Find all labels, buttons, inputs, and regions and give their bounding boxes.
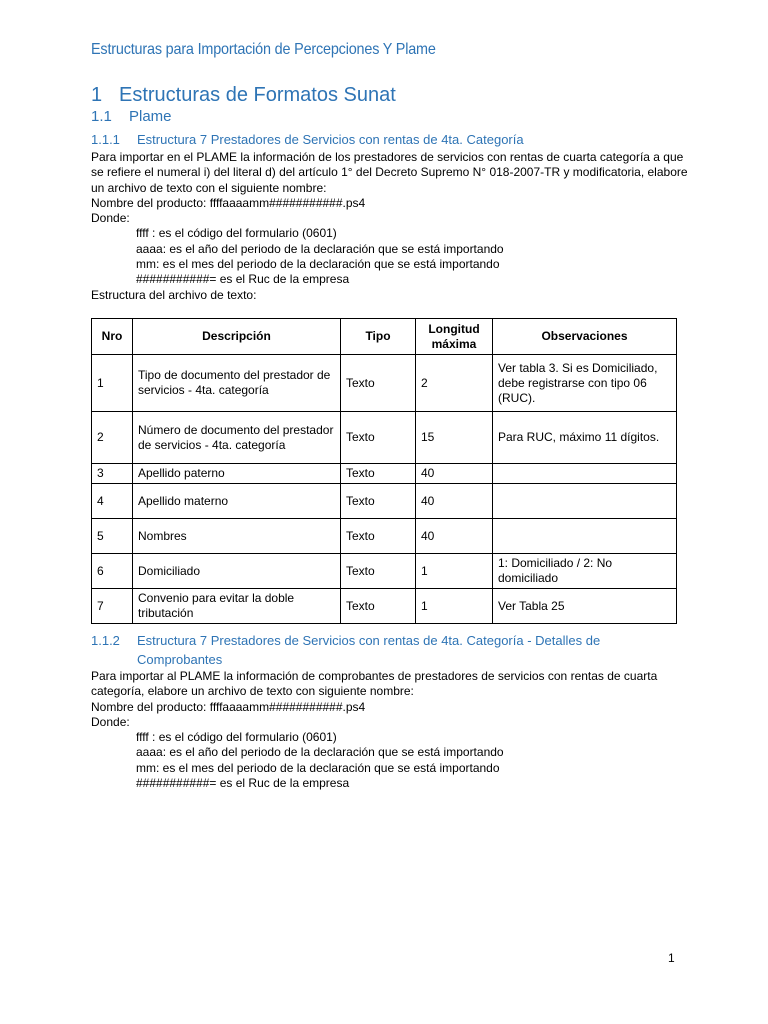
cell-nro: 5 <box>92 519 133 554</box>
cell-tipo: Texto <box>341 355 416 412</box>
cell-descripcion: Apellido materno <box>133 484 341 519</box>
cell-descripcion: Apellido paterno <box>133 464 341 484</box>
cell-descripcion: Domiciliado <box>133 554 341 589</box>
table-row <box>92 589 677 624</box>
section-1-1-1-heading <box>91 130 524 149</box>
section-1-1-1-title: Estructura 7 Prestadores de Servicios con rentas de 4ta. Categoría <box>137 132 524 147</box>
cell-tipo: Texto <box>341 484 416 519</box>
section-1-1-heading <box>91 108 172 125</box>
paragraph-line: categoría, elabore un archivo de texto con siguiente nombre: <box>91 684 414 699</box>
column-header: Tipo <box>341 319 416 355</box>
section-1-1-2-heading <box>91 631 600 669</box>
paragraph-line: Para importar al PLAME la información de comprobantes de prestadores de servicios con rentas de cuarta <box>91 669 658 683</box>
paragraph-line: Para importar en el PLAME la información de los prestadores de servicios con rentas de cuarta categoría a que <box>91 150 684 164</box>
definition-item: mm: es el mes del periodo de la declaración que se está importando <box>136 257 500 272</box>
cell-tipo: Texto <box>341 554 416 589</box>
cell-observaciones <box>493 464 677 484</box>
section-1-heading <box>91 84 396 107</box>
cell-tipo: Texto <box>341 589 416 624</box>
column-header: Descripción <box>133 319 341 355</box>
cell-descripcion: Convenio para evitar la doble tributación <box>133 589 341 624</box>
section-1-1-1-number: 1.1.1 <box>91 132 120 147</box>
structure-table <box>91 318 677 624</box>
definition-item: ###########= es el Ruc de la empresa <box>136 776 350 791</box>
cell-nro: 4 <box>92 484 133 519</box>
section-1-1-2-title-continued: Comprobantes <box>137 652 223 667</box>
section-1-1-title: Plame <box>129 108 172 125</box>
page-number: 1 <box>668 951 675 965</box>
definition-item: ffff : es el código del formulario (0601) <box>136 226 337 241</box>
cell-nro: 7 <box>92 589 133 624</box>
table-row <box>92 554 677 589</box>
cell-descripcion: Tipo de documento del prestador de servicios - 4ta. categoría <box>133 355 341 412</box>
cell-longitud: 1 <box>416 589 493 624</box>
definition-item: aaaa: es el año del periodo de la declaración que se está importando <box>136 241 504 256</box>
cell-observaciones: Ver Tabla 25 <box>493 589 677 624</box>
cell-nro: 6 <box>92 554 133 589</box>
cell-observaciones <box>493 484 677 519</box>
structure-label: Estructura del archivo de texto: <box>91 287 257 302</box>
cell-descripcion: Nombres <box>133 519 341 554</box>
cell-longitud: 40 <box>416 464 493 484</box>
cell-tipo: Texto <box>341 412 416 464</box>
cell-nro: 1 <box>92 355 133 412</box>
cell-nro: 2 <box>92 412 133 464</box>
table-header-row <box>92 319 677 355</box>
paragraph-line: un archivo de texto con el siguiente nombre: <box>91 180 327 195</box>
section-1-1-2-title: Estructura 7 Prestadores de Servicios con rentas de 4ta. Categoría - Detalles de <box>137 633 601 648</box>
cell-observaciones: Ver tabla 3. Si es Domiciliado, debe registrarse con tipo 06 (RUC). <box>493 355 677 412</box>
column-header: Longitud máxima <box>416 319 493 355</box>
cell-observaciones: Para RUC, máximo 11 dígitos. <box>493 412 677 464</box>
table-row <box>92 355 677 412</box>
page-header: Estructuras para Importación de Percepciones Y Plame <box>91 41 436 58</box>
cell-longitud: 2 <box>416 355 493 412</box>
table-row <box>92 519 677 554</box>
section-1-1-1-body <box>91 150 691 303</box>
cell-longitud: 40 <box>416 484 493 519</box>
product-name: Nombre del producto: ffffaaaamm###########.ps4 <box>91 195 366 210</box>
cell-longitud: 40 <box>416 519 493 554</box>
definition-item: mm: es el mes del periodo de la declaración que se está importando <box>136 760 500 775</box>
cell-descripcion: Número de documento del prestador de servicios - 4ta. categoría <box>133 412 341 464</box>
table-row <box>92 464 677 484</box>
cell-tipo: Texto <box>341 464 416 484</box>
cell-observaciones: 1: Domiciliado / 2: No domiciliado <box>493 554 677 589</box>
product-name: Nombre del producto: ffffaaaamm###########.ps4 <box>91 699 366 714</box>
section-1-1-2-body <box>91 669 691 791</box>
table-row <box>92 412 677 464</box>
donde-label: Donde: <box>91 211 130 226</box>
cell-tipo: Texto <box>341 519 416 554</box>
donde-label: Donde: <box>91 714 130 729</box>
table-row <box>92 484 677 519</box>
cell-longitud: 15 <box>416 412 493 464</box>
cell-observaciones <box>493 519 677 554</box>
definition-item: ffff : es el código del formulario (0601) <box>136 730 337 745</box>
definition-item: aaaa: es el año del periodo de la declaración que se está importando <box>136 745 504 760</box>
column-header: Nro <box>92 319 133 355</box>
cell-nro: 3 <box>92 464 133 484</box>
section-1-1-number: 1.1 <box>91 108 112 125</box>
section-1-number: 1 <box>91 84 103 106</box>
cell-longitud: 1 <box>416 554 493 589</box>
paragraph-line: se refiere el numeral i) del literal d) del artículo 1° del Decreto Supremo N° 018-2007-TR y modificatoria, elabore <box>91 165 688 180</box>
section-1-title: Estructuras de Formatos Sunat <box>119 84 396 106</box>
definition-item: ###########= es el Ruc de la empresa <box>136 272 350 287</box>
section-1-1-2-number: 1.1.2 <box>91 633 120 648</box>
column-header: Observaciones <box>493 319 677 355</box>
